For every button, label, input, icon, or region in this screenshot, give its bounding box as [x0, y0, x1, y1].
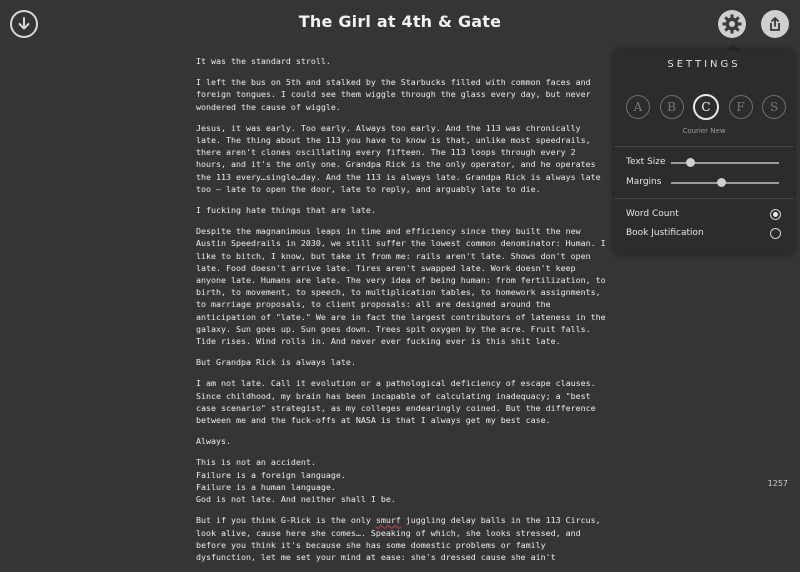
settings-button[interactable] — [718, 10, 746, 38]
word-count-label: Word Count — [626, 209, 679, 219]
word-count: 1257 — [767, 479, 788, 488]
paragraph — [196, 514, 606, 563]
document-title: The Girl at 4th & Gate — [298, 12, 502, 31]
selected-font-name: Courier New — [682, 127, 726, 135]
paragraph: It was the standard stroll. — [196, 56, 331, 66]
font-option-c[interactable]: C — [693, 94, 719, 120]
divider — [614, 146, 794, 147]
text-size-slider[interactable] — [671, 162, 779, 164]
margins-slider[interactable] — [671, 182, 779, 184]
document-body[interactable] — [196, 55, 611, 572]
font-option-f[interactable]: F — [729, 95, 753, 119]
paragraph: Despite the magnanimous leaps in time and efficiency since they built the new Austin Speedrails in 2030, we still suffer the lowest common denominator: Human. I like to bitch, I know, but take it from me: rails aren't late. Shows don't open late. Food doesn't arrive late. Tires aren't swapped late. Work doesn't keep anyone late. Humans are late. The very idea of being human: from fertilization, to birth, to movement, to speech, to multiplication tables, to homework assignments, to marriage proposals, to client proposals: all are designed around the anticipation of "late." We are in fact the largest contributors of lateness in the galaxy. Sun goes up. Sun goes down. Trees spit oxygen by the acre. Fruit falls. Tide rises. Wind rolls in. And never ever fucking ever is this shit late. — [196, 226, 611, 347]
paragraph: But Grandpa Rick is always late. — [196, 357, 356, 368]
divider — [614, 198, 794, 199]
misspelled-word[interactable]: smurf — [375, 515, 401, 526]
slider-handle[interactable] — [717, 178, 726, 187]
paragraph: I am not late. Call it evolution or a pathological deficiency of escape clauses. Since childhood, my brain has been incapable of calculating inadequacy; a "best case scenario" strategist, as my colleges endearingly coined. But the difference between me and the fuck-offs at NASA is that I always get my best case. — [196, 378, 601, 426]
font-option-b[interactable]: B — [660, 95, 684, 119]
settings-popover-caret — [726, 43, 740, 50]
book-justification-label: Book Justification — [626, 228, 704, 238]
text-run: juggling delay balls in the 113 Circus, look alive, cause here she comes…. Speaking of which, she looks stressed, and before you think it's because she has some domestic problems or family dysfunction, let me set your mind at ease: she's dressed cause she ain't — [196, 515, 606, 562]
paragraph: I left the bus on 5th and stalked by the Starbucks filled with common faces and foreign tongues. I could see them wiggle through the glass every day, but never wondered the cause of wiggle. — [196, 77, 596, 112]
settings-title: SETTINGS — [667, 59, 741, 70]
gear-icon — [721, 13, 743, 35]
paragraph: I fucking hate things that are late. — [196, 205, 376, 216]
word-count-toggle[interactable] — [770, 209, 781, 220]
book-justification-toggle[interactable] — [770, 228, 781, 239]
font-option-s[interactable]: S — [762, 95, 786, 119]
paragraph: Jesus, it was early. Too early. Always too early. And the 113 was chronically late. The thing about the 113 you have to know is that, unlike most speedrails, there aren't clones oscillating every fifteen. The 113 loops through every 2 hours, and it's the only one. Grandpa Rick is the only operator, and he operates the 113 every…single…day. And the 113 is always late. Grandpa Rick is always late too — late to open the door, late to reply, and arguably late to die. — [196, 122, 606, 194]
settings-panel — [614, 50, 794, 254]
font-picker — [626, 95, 786, 120]
text-run: But if you think G-Rick is the only — [196, 515, 376, 526]
font-option-a[interactable]: A — [626, 95, 650, 119]
share-button[interactable] — [761, 10, 789, 38]
text-size-label: Text Size — [626, 157, 666, 167]
share-icon — [767, 16, 783, 32]
margins-label: Margins — [626, 177, 662, 187]
slider-handle[interactable] — [686, 158, 695, 167]
paragraph: This is not an accident. Failure is a foreign language. Failure is a human language. God is not late. And neither shall I be. — [196, 457, 396, 505]
paragraph: Always. — [196, 436, 231, 447]
